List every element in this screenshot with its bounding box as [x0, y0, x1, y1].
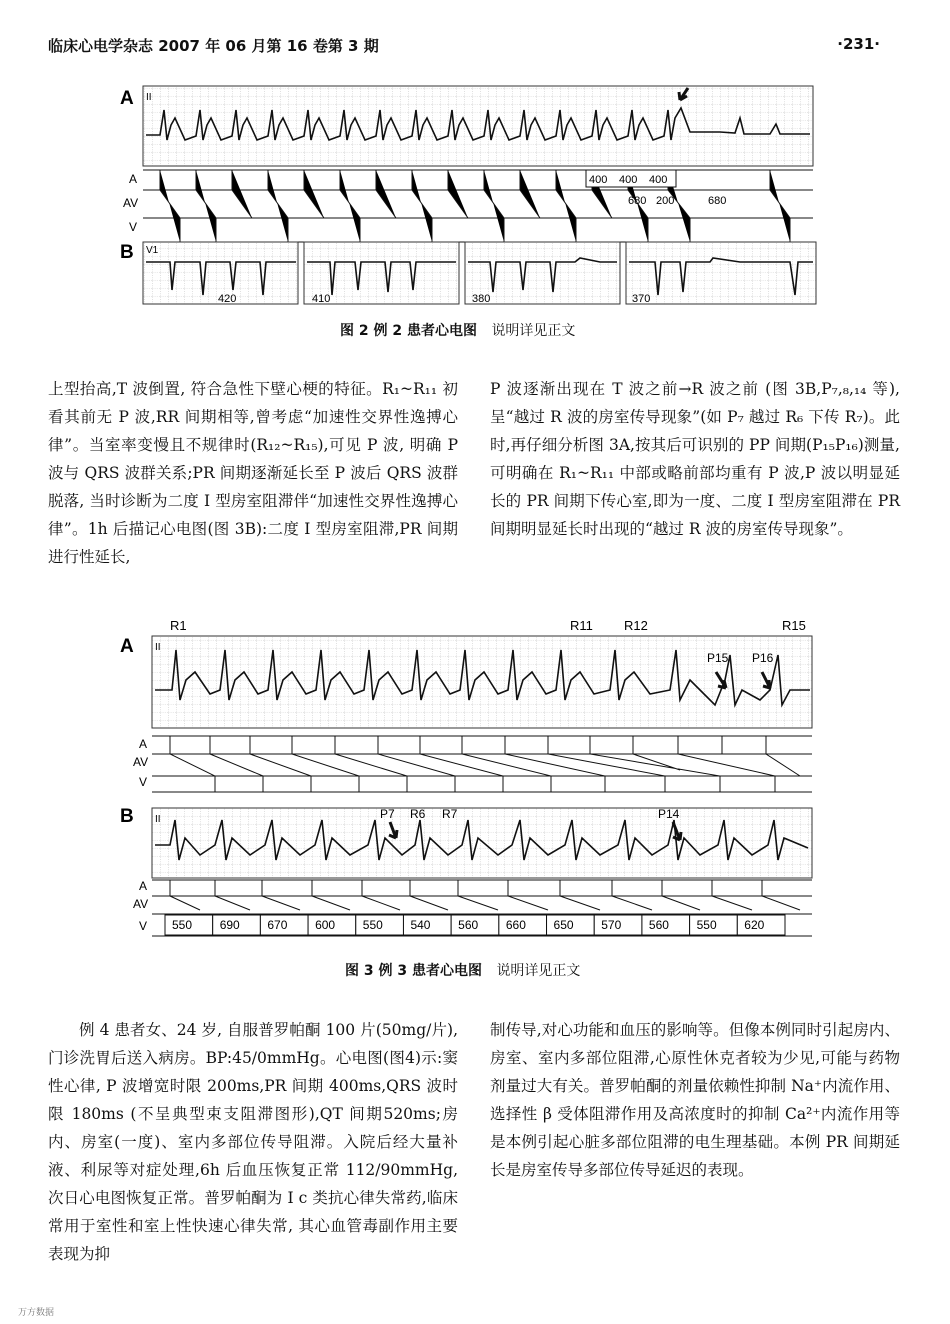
fig2-a-interval-3: 400 — [649, 174, 668, 186]
fig3-label-r1: R1 — [170, 618, 187, 633]
fig3-label-r7: R7 — [442, 807, 458, 821]
fig3-a-ladder-a: A — [139, 737, 148, 751]
fig2-ladder-v: V — [129, 220, 138, 234]
fig2-b-interval-1: 420 — [218, 293, 237, 305]
fig3-label-r12: R12 — [624, 618, 648, 633]
fig3-b-ladder-a: A — [139, 879, 148, 893]
figure3-caption-label: 图 3 例 3 患者心电图 — [345, 963, 482, 979]
fig3-v-interval-value: 550 — [362, 918, 383, 932]
fig2-ladder-av: AV — [123, 196, 139, 210]
fig3-a-ladder-av: AV — [133, 755, 149, 769]
fig3-v-interval-value: 550 — [696, 918, 717, 932]
fig3-label-r11: R11 — [570, 618, 593, 633]
fig2-lead-b: V1 — [146, 245, 159, 256]
fig2-a-interval-1: 400 — [589, 174, 608, 186]
page-number: ·231· — [837, 35, 880, 53]
fig3-label-r6: R6 — [410, 807, 426, 821]
text-column-3 — [48, 1016, 458, 1268]
fig2-lead-a: II — [146, 92, 152, 103]
fig3-a-ladder-v: V — [139, 775, 148, 789]
fig3-label-p15: P15 — [707, 651, 729, 665]
fig3-label-p7: P7 — [380, 807, 395, 821]
text-column-1 — [48, 375, 458, 571]
body-paragraph-1: 上型抬高,T 波倒置, 符合急性下壁心梗的特征。R₁~R₁₁ 初看其前无 P 波,RR 间期相等,曾考虑“加速性交界性逸搏心律”。当室率变慢且不规律时(R₁₂~R₁₅),可见 P 波, 明确 P 波与 QRS 波群关系;PR 间期逐渐延长至 P 波后 QRS 波群脱落, 当时诊断为二度 I 型房室阻滞伴“加速性交界性逸搏心律”。1h 后描记心电图(图 3B):二度 I 型房室阻滞,PR 间期进行性延长, — [48, 380, 458, 566]
fig3-v-interval-value: 660 — [505, 918, 526, 932]
fig3-lead-b: II — [155, 814, 161, 825]
fig3-v-interval-value: 550 — [172, 918, 193, 932]
figure2 — [120, 86, 816, 305]
fig3-v-interval-value: 690 — [219, 918, 240, 932]
fig3-label-p16: P16 — [752, 651, 774, 665]
fig3-b-ladder-av: AV — [133, 897, 149, 911]
fig3-v-interval-value: 570 — [601, 918, 622, 932]
body-paragraph-2: P 波逐渐出现在 T 波之前→R 波之前 (图 3B,P₇,₈,₁₄ 等),呈“越过 R 波的房室传导现象”(如 P₇ 越过 R₆ 下传 R₇)。此时,再仔细分析图 3A,按其后可识别的 PP 间期(P₁₅P₁₆)测量,可明确在 R₁~R₁₁ 中部或略前部均重有 P 波,P 波以明显延长的 PR 间期下传心室,即为一度、二度 I 型房室阻滞在 PR 间期明显延长时出现的“越过 R 波的房室传导现象”。 — [490, 380, 900, 538]
figure3-caption-text: 说明详见正文 — [496, 963, 581, 979]
fig2-b-strip-4 — [626, 242, 816, 304]
fig3-v-interval-value: 620 — [744, 918, 765, 932]
fig3-v-interval-value: 560 — [458, 918, 479, 932]
fig3-panel-b-label: B — [120, 806, 134, 827]
fig2-av-interval-1: 680 — [628, 195, 647, 207]
fig3-v-interval-value: 560 — [648, 918, 669, 932]
fig2-b-interval-2: 410 — [312, 293, 331, 305]
fig3-v-interval-value: 540 — [410, 918, 431, 932]
fig3-b-ladder-v: V — [139, 919, 148, 933]
figure3-caption — [345, 960, 580, 980]
figure2-caption-label: 图 2 例 2 患者心电图 — [340, 323, 477, 339]
fig2-b-interval-3: 380 — [472, 293, 491, 305]
figure2-caption — [340, 320, 575, 340]
fig3-label-r15: R15 — [782, 618, 806, 633]
fig2-av-interval-2: 200 — [656, 195, 675, 207]
fig3-v-interval-value: 650 — [553, 918, 574, 932]
fig2-panel-a-label: A — [120, 88, 134, 109]
fig2-ladder-a: A — [129, 172, 138, 186]
figure3 — [120, 618, 812, 936]
fig3-panel-a-label: A — [120, 636, 134, 657]
fig2-b-interval-4: 370 — [632, 293, 651, 305]
fig3-a-ladder — [152, 736, 812, 792]
fig2-a-interval-2: 400 — [619, 174, 638, 186]
fig3-v-interval-value: 600 — [315, 918, 336, 932]
body-paragraph-3: 例 4 患者女、24 岁, 自服普罗帕酮 100 片(50mg/片),门诊洗胃后送入病房。BP:45/0mmHg。心电图(图4)示:窦性心律, P 波增宽时限 200ms,PR 间期 400ms,QRS 波时限 180ms (不呈典型束支阻滞图形),QT 间期520ms;房内、房室(一度)、室内多部位传导阻滞。入院后经大量补液、利尿等对症处理,6h 后血压恢复正常 112/90mmHg,次日心电图恢复正常。普罗帕酮为 I c 类抗心律失常药,临床常用于室性和室上性快速心律失常, 其心血管毒副作用主要表现为抑 — [48, 1021, 458, 1263]
fig2-ladder-marks — [160, 170, 790, 242]
fig3-label-p14: P14 — [658, 807, 680, 821]
fig2-panel-b-label: B — [120, 242, 134, 263]
fig3-lead-a: II — [155, 642, 161, 653]
fig3-b-strip — [152, 808, 812, 878]
text-column-4 — [490, 1016, 900, 1184]
fig3-v-interval-value: 670 — [267, 918, 288, 932]
journal-header: 临床心电学杂志 2007 年 06 月第 16 卷第 3 期 — [48, 37, 379, 55]
fig3-v-interval-boxes — [165, 915, 785, 935]
watermark: 万方数据 — [18, 1308, 55, 1318]
body-paragraph-4: 制传导,对心功能和血压的影响等。但像本例同时引起房内、房室、室内多部位阻滞,心原性休克者较为少见,可能与药物剂量过大有关。普罗帕酮的剂量依赖性抑制 Na⁺内流作用、选择性 β 受体阻滞作用及高浓度时的抑制 Ca²⁺内流作用等是本例引起心脏多部位阻滞的电生理基础。本例 PR 间期延长是房室传导多部位传导延迟的表现。 — [490, 1021, 900, 1179]
text-column-2 — [490, 375, 900, 543]
fig2-av-interval-3: 680 — [708, 195, 727, 207]
figure2-caption-text: 说明详见正文 — [491, 323, 576, 339]
